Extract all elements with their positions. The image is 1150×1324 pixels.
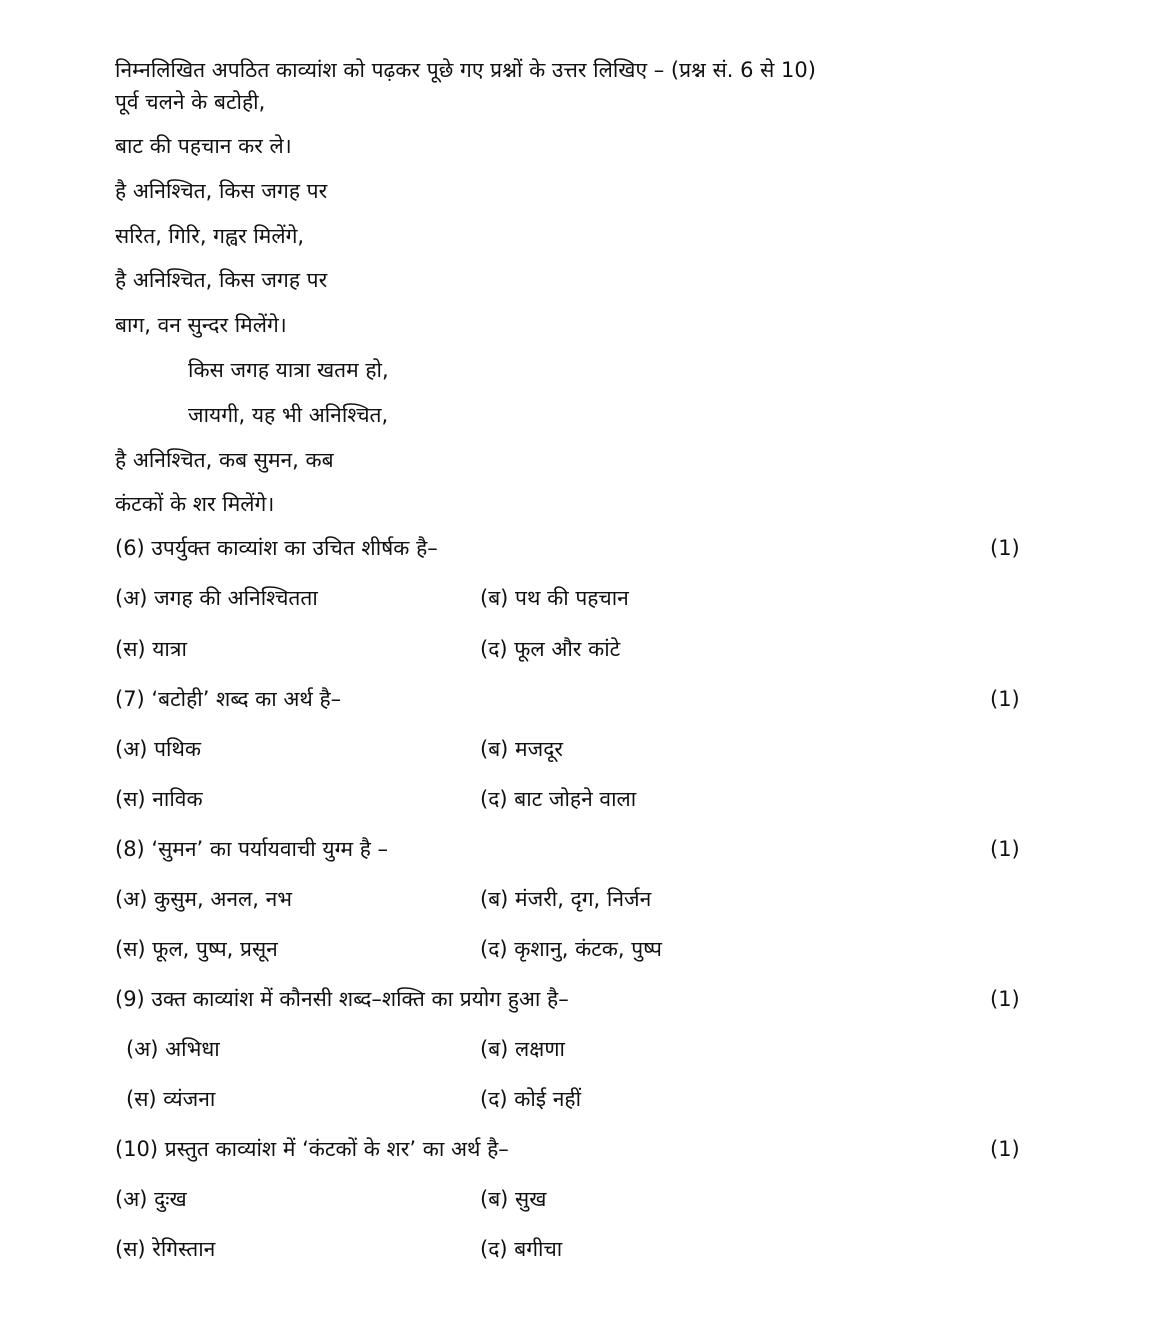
option-d: (द) कोई नहीं	[480, 1087, 582, 1111]
poem-line: बाट की पहचान कर ले।	[115, 134, 292, 158]
option-d: (द) फूल और कांटे	[480, 637, 621, 661]
instruction-text: निम्नलिखित अपठित काव्यांश को पढ़कर पूछे गए प्रश्नों के उत्तर लिखिए – (प्रश्न सं. 6 से 10)	[115, 58, 816, 82]
poem-line: पूर्व चलने के बटोही,	[115, 90, 266, 114]
option-b: (ब) मजदूर	[480, 737, 563, 761]
question-text: (7) ‘बटोही’ शब्द का अर्थ है–	[115, 687, 342, 711]
question-marks: (1)	[990, 687, 1020, 711]
poem-line: जायगी, यह भी अनिश्चित,	[188, 403, 389, 427]
option-b: (ब) मंजरी, दृग, निर्जन	[480, 887, 652, 911]
option-d: (द) बगीचा	[480, 1237, 563, 1261]
question-marks: (1)	[990, 536, 1020, 560]
option-c: (स) फूल, पुष्प, प्रसून	[115, 937, 278, 961]
question-text: (9) उक्त काव्यांश में कौनसी शब्द–शक्ति का प्रयोग हुआ है–	[115, 987, 569, 1011]
question-text: (10) प्रस्तुत काव्यांश में ‘कंटकों के शर’ का अर्थ है–	[115, 1137, 509, 1161]
option-d: (द) कृशानु, कंटक, पुष्प	[480, 937, 662, 961]
poem-line: है अनिश्चित, कब सुमन, कब	[115, 448, 334, 472]
option-a: (अ) जगह की अनिश्चितता	[115, 586, 318, 610]
option-a: (अ) पथिक	[115, 737, 202, 761]
option-c: (स) यात्रा	[115, 637, 187, 661]
question-marks: (1)	[990, 837, 1020, 861]
poem-line: बाग, वन सुन्दर मिलेंगे।	[115, 313, 287, 337]
poem-line: किस जगह यात्रा खतम हो,	[188, 358, 389, 382]
poem-line: सरित, गिरि, गह्वर मिलेंगे,	[115, 224, 305, 248]
option-a: (अ) अभिधा	[126, 1037, 220, 1061]
option-b: (ब) सुख	[480, 1187, 547, 1211]
option-b: (ब) लक्षणा	[480, 1037, 565, 1061]
poem-line: है अनिश्चित, किस जगह पर	[115, 179, 328, 203]
poem-line: है अनिश्चित, किस जगह पर	[115, 268, 328, 292]
option-a: (अ) दुःख	[115, 1187, 187, 1211]
question-text: (6) उपर्युक्त काव्यांश का उचित शीर्षक है–	[115, 536, 438, 560]
question-marks: (1)	[990, 1137, 1020, 1161]
option-b: (ब) पथ की पहचान	[480, 586, 629, 610]
question-text: (8) ‘सुमन’ का पर्यायवाची युग्म है –	[115, 837, 389, 861]
option-c: (स) रेगिस्तान	[115, 1237, 216, 1261]
option-a: (अ) कुसुम, अनल, नभ	[115, 887, 293, 911]
question-marks: (1)	[990, 987, 1020, 1011]
option-c: (स) नाविक	[115, 787, 203, 811]
poem-line: कंटकों के शर मिलेंगे।	[115, 492, 275, 516]
option-c: (स) व्यंजना	[126, 1087, 216, 1111]
option-d: (द) बाट जोहने वाला	[480, 787, 637, 811]
